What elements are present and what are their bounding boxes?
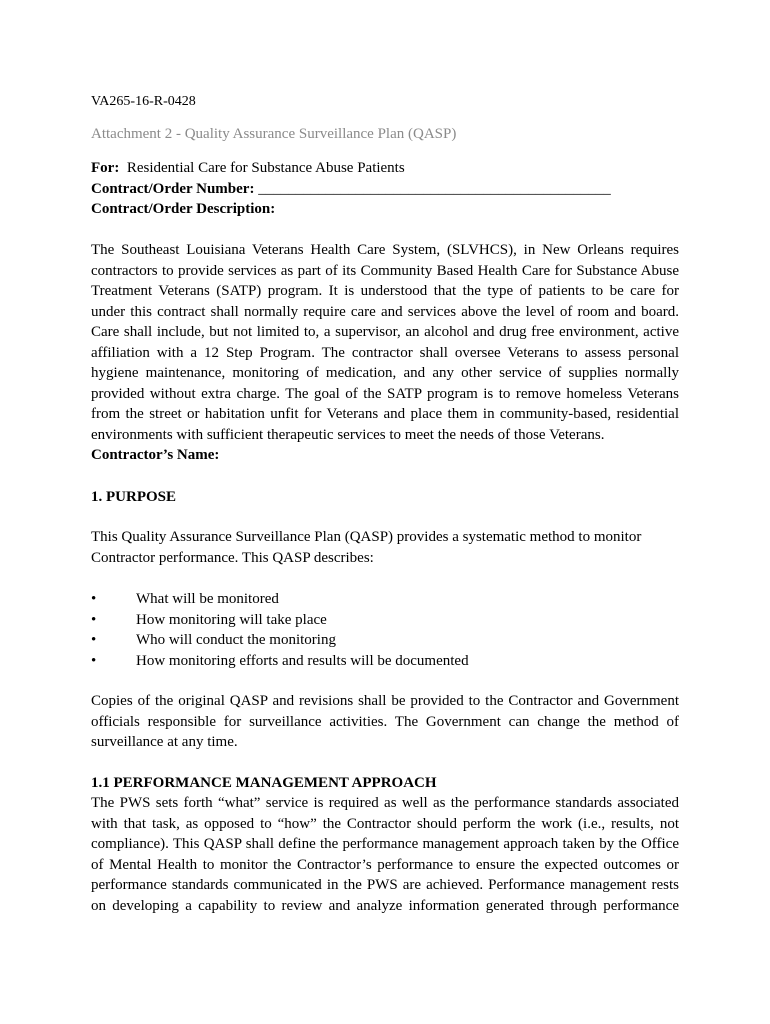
paragraph-line: contractors to provide services as part of its Community Based Health Care for Substance Abuse xyxy=(91,262,679,279)
paragraph-line: hygiene maintenance, monitoring of medication, and any other service of supplies normally xyxy=(91,365,679,381)
list-item-text: Who will conduct the monitoring xyxy=(136,632,336,648)
paragraph-line: officials responsible for surveillance activities. The Government can change the method of xyxy=(91,713,679,730)
contractor-name-label: Contractor’s Name: xyxy=(91,447,220,463)
bullet-icon: • xyxy=(91,591,97,607)
list-item-text: What will be monitored xyxy=(136,591,279,607)
paragraph-line: compliance). This QASP shall define the performance management approach taken by the Office xyxy=(91,836,679,852)
paragraph-line: of Mental Health to monitor the Contractor’s performance to ensure the expected outcomes or xyxy=(91,856,679,873)
paragraph-line: Contractor performance. This QASP describes: xyxy=(91,549,374,566)
paragraph-line: affiliation with a 12 Step Program. The contractor shall oversee Veterans to assess personal xyxy=(91,344,679,361)
paragraph-line: performance standards communicated in the PWS are achieved. Performance management rests xyxy=(91,877,679,893)
contract-number-line xyxy=(91,179,691,200)
paragraph-line: surveillance at any time. xyxy=(91,734,238,750)
for-label: For: xyxy=(91,160,120,176)
attachment-title: Attachment 2 - Quality Assurance Surveillance Plan (QASP) xyxy=(91,126,457,142)
bullet-icon: • xyxy=(91,632,97,648)
copies-paragraph xyxy=(91,691,679,753)
contract-number-blank: _______________________________________________ xyxy=(258,180,611,197)
paragraph-line: This Quality Assurance Surveillance Plan (QASP) provides a systematic method to monitor xyxy=(91,529,642,545)
list-item-text: How monitoring will take place xyxy=(136,611,327,628)
bullet-list xyxy=(91,589,679,671)
contract-number-label: Contract/Order Number: xyxy=(91,180,255,197)
paragraph-line: under this contract shall normally require care and services above the level of room and board. xyxy=(91,303,679,320)
bullet-icon: • xyxy=(91,652,97,669)
list-item xyxy=(91,589,679,610)
paragraph-line: with that task, as opposed to “how” the Contractor should perform the work (i.e., results, not xyxy=(91,815,679,832)
paragraph-line: The PWS sets forth “what” service is required as well as the performance standards associated xyxy=(91,795,679,811)
paragraph-line: provided without extra charge. The goal of the SATP program is to remove homeless Veterans xyxy=(91,385,679,402)
paragraph-line: Treatment Veterans (SATP) program. It is understood that the type of patients to be care for xyxy=(91,283,679,299)
paragraph-line: environments with sufficient therapeutic services to meet the needs of those Veterans. xyxy=(91,426,605,443)
document-id: VA265-16-R-0428 xyxy=(91,94,196,109)
list-item xyxy=(91,630,679,651)
for-line xyxy=(91,158,691,179)
performance-management-paragraph xyxy=(91,793,679,916)
list-item xyxy=(91,610,679,631)
contract-header xyxy=(91,158,691,220)
paragraph-line: on developing a capability to review and analyze information generated through performance xyxy=(91,897,679,914)
paragraph-line: Copies of the original QASP and revisions shall be provided to the Contractor and Government xyxy=(91,693,679,709)
contract-description-label: Contract/Order Description: xyxy=(91,201,276,217)
paragraph-line: Care shall include, but not limited to, a supervisor, an alcohol and drug free environment, active xyxy=(91,324,679,340)
paragraph-line: from the street or habitation unfit for Veterans and place them in community-based, residential xyxy=(91,406,679,422)
contract-description-line xyxy=(91,199,691,220)
performance-management-heading: 1.1 PERFORMANCE MANAGEMENT APPROACH xyxy=(91,775,437,791)
bullet-icon: • xyxy=(91,611,97,628)
purpose-paragraph xyxy=(91,527,679,568)
intro-paragraph xyxy=(91,240,679,466)
for-value: Residential Care for Substance Abuse Patients xyxy=(126,160,405,176)
paragraph-line: The Southeast Louisiana Veterans Health Care System, (SLVHCS), in New Orleans requires xyxy=(91,242,679,258)
purpose-heading: 1. PURPOSE xyxy=(91,489,177,505)
list-item-text: How monitoring efforts and results will be documented xyxy=(136,652,469,669)
list-item xyxy=(91,651,679,672)
